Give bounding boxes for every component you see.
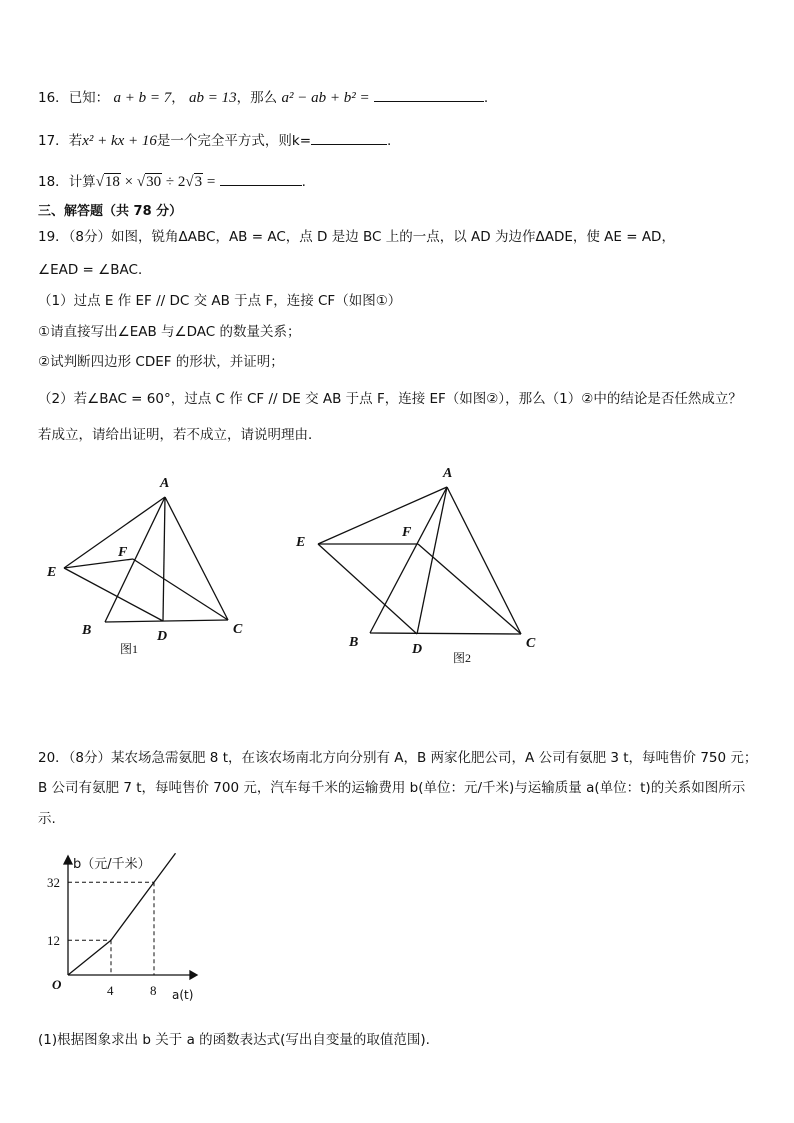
label-E: E [47, 565, 57, 580]
x-tick-label-4: 4 [107, 983, 114, 998]
segment-ED [318, 544, 417, 634]
transport-cost-chart [40, 848, 240, 1008]
geometry-figure-1 [40, 470, 270, 670]
y-tick-label-12: 12 [47, 933, 60, 949]
segment-AC [447, 487, 521, 634]
label-F: F [402, 525, 412, 540]
q19-line7: 若成立，请给出证明，若不成立，请说明理由． [38, 427, 322, 443]
question-16: 16．已知： a + b = 7， ab = 13，那么 a² − ab + b² = . [38, 90, 489, 106]
question-18: 18．计算√18 × √30 ÷ 2√3 = . [38, 174, 306, 190]
segment-AD [417, 487, 447, 634]
q19-line5: ②试判断四边形 CDEF 的形状，并证明； [38, 354, 284, 370]
origin-label: O [52, 977, 62, 992]
q19-line6: （2）若∠BAC = 60°，过点 C 作 CF // DE 交 AB 于点 F，连接 EF（如图②），那么（1）②中的结论是否任然成立？ [38, 391, 742, 407]
q20-line1: 20．（8分）某农场急需氨肥 8 t，在该农场南北方向分别有 A，B 两家化肥公司，A 公司有氨肥 3 t，每吨售价 750 元； [38, 750, 758, 766]
segment-AE [318, 487, 447, 544]
label-E: E [296, 535, 306, 550]
q19-line2: ∠EAD = ∠BAC． [38, 262, 152, 278]
label-C: C [233, 622, 243, 637]
segment-BC [105, 620, 228, 622]
y-tick-label-32: 32 [47, 875, 60, 891]
label-F: F [118, 545, 128, 560]
segment-AB [105, 497, 165, 622]
answer-blank-17[interactable] [311, 131, 387, 145]
x-axis-label: a(t) [172, 988, 194, 1002]
label-D: D [412, 642, 423, 657]
question-17: 17．若x² + kx + 16是一个完全平方式，则k= . [38, 133, 392, 149]
label-B: B [349, 635, 359, 650]
q20-line3: 示. [38, 811, 56, 827]
series-line-segment1 [68, 940, 111, 975]
x-tick-label-8: 8 [150, 983, 157, 998]
section-heading: 三、解答题（共 78 分） [38, 204, 183, 219]
figure-2-caption: 图2 [453, 651, 472, 665]
answer-blank-16[interactable] [374, 88, 484, 102]
segment-FC [418, 544, 521, 634]
figure-1-caption: 图1 [120, 642, 139, 656]
q20-line2: B 公司有氨肥 7 t，每吨售价 700 元，汽车每千米的运输费用 b(单位：元/千米)与运输质量 a(单位：t)的关系如图所示 [38, 780, 746, 796]
y-axis-arrow-icon [64, 856, 72, 864]
axes [64, 856, 197, 979]
label-A: A [443, 466, 453, 481]
label-C: C [526, 636, 536, 651]
segment-AE [64, 497, 165, 568]
segment-AC [165, 497, 228, 620]
label-B: B [82, 623, 92, 638]
geometry-figure-2 [290, 458, 550, 673]
segment-ED [64, 568, 163, 621]
answer-blank-18[interactable] [220, 172, 302, 186]
q19-line4: ①请直接写出∠EAB 与∠DAC 的数量关系； [38, 324, 301, 340]
label-D: D [157, 629, 168, 644]
y-axis-label: b（元/千米） [73, 857, 151, 872]
label-A: A [160, 476, 170, 491]
segment-FC [133, 559, 228, 620]
q19-line1: 19．（8分）如图，锐角ΔABC，AB = AC，点 D 是边 BC 上的一点，以 AD 为边作ΔADE，使 AE = AD， [38, 229, 675, 245]
q20-sub1: (1)根据图象求出 b 关于 a 的函数表达式(写出自变量的取值范围). [38, 1032, 430, 1048]
q19-line3: （1）过点 E 作 EF // DC 交 AB 于点 F，连接 CF（如图①） [38, 293, 402, 309]
segment-AD [163, 497, 165, 621]
segment-BC [370, 633, 521, 634]
x-axis-arrow-icon [190, 971, 197, 979]
